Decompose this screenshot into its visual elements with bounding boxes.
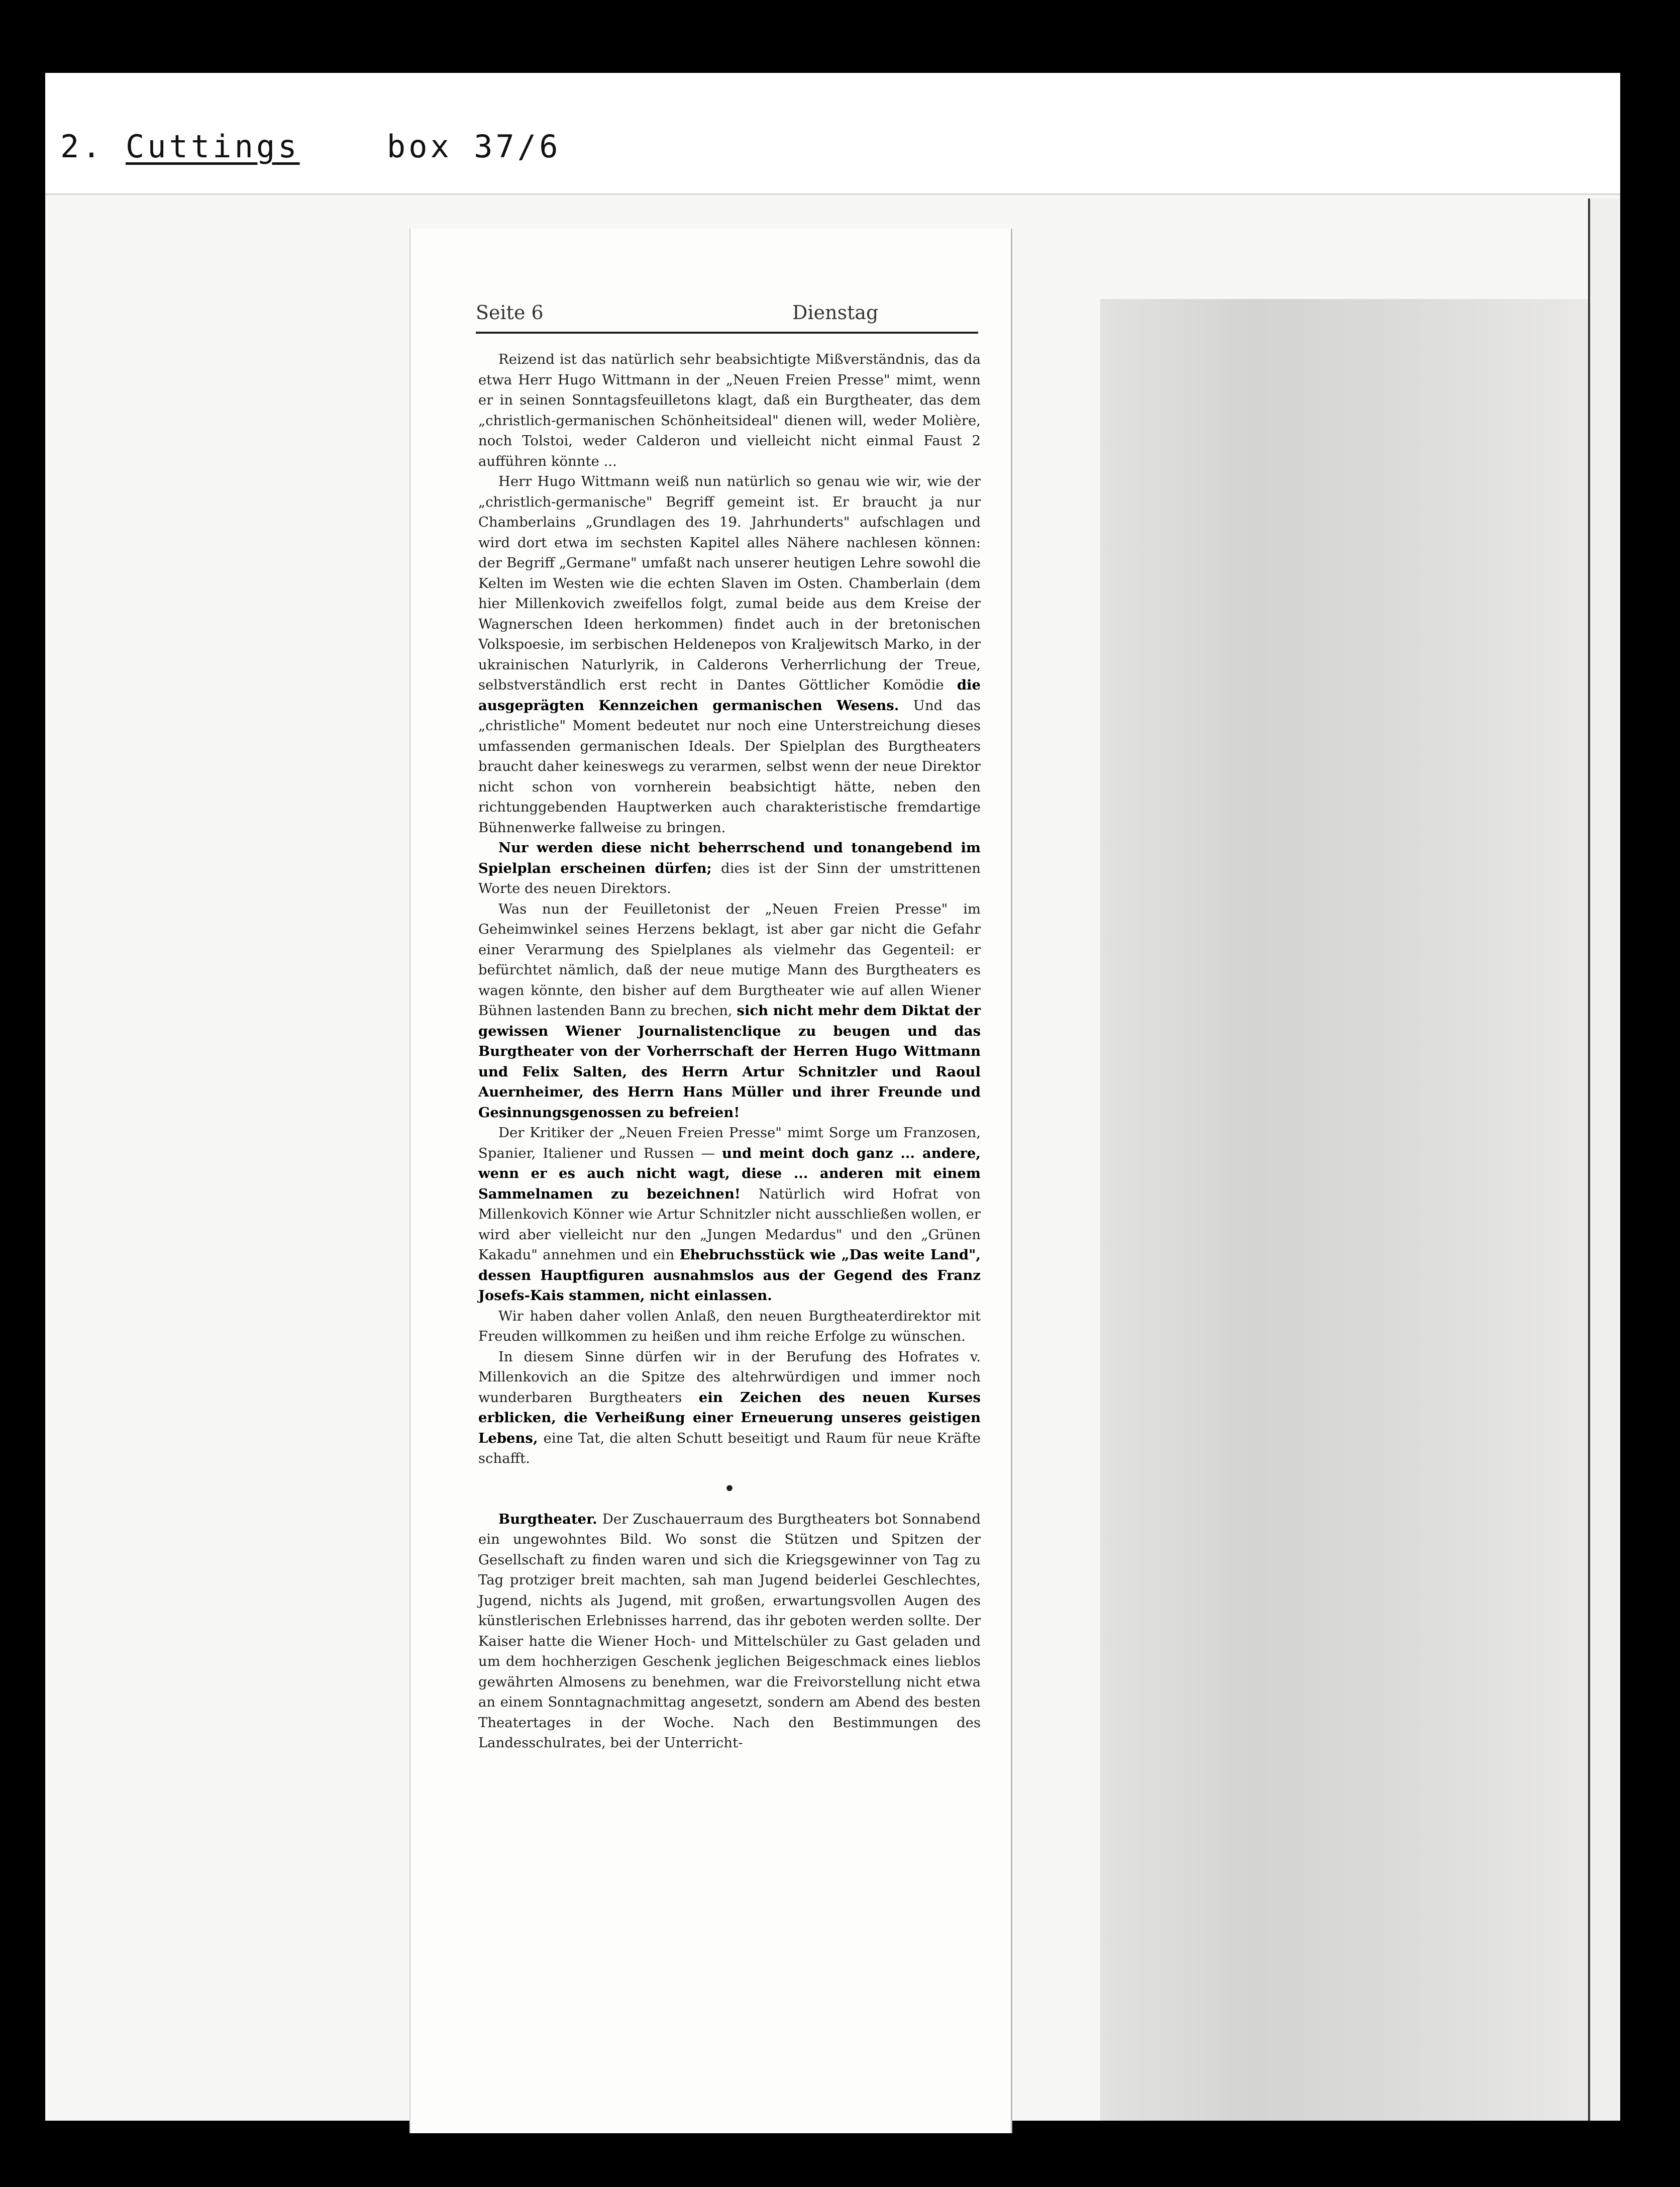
paragraph-text: Herr Hugo Wittmann weiß nun natürlich so genau wie wir, wie der „christlich-germanische" Begriff gemeint ist. Er braucht ja nur Chamberlains „Grundlagen des 19. Jahrhunderts" aufschlagen und wird dort etwa im sechsten Kapitel alles Nähere nachlesen können: der Begriff „Germane" umfaßt nach unserer heutigen Lehre sowohl die Kelten im Westen wie die echten Slaven im Osten. Chamberlain (dem hier Millenkovich zweifellos folgt, zumal beide aus dem Kreise der Wagnerschen Ideen herkommen) findet auch in der bretonischen Volkspoesie, im serbischen Heldenepos von Kraljewitsch Marko, in der ukrainischen Naturlyrik, in Calderons Verherrlichung der Treue, selbstverständlich erst recht in Dantes Göttlicher Komödie [478, 473, 981, 693]
section-title: Cuttings [125, 128, 300, 165]
article-paragraph [478, 899, 981, 1123]
emphasized-text: die ausgeprägten Kennzeichen germanischen Wesens. [478, 677, 981, 714]
paragraph-text: Der Zuschauerraum des Burgtheaters bot Sonnabend ein ungewohntes Bild. Wo sonst die Stützen und Spitzen der Gesellschaft zu finden waren und sich die Kriegsgewinner von Tag zu Tag protziger breit machten, sah man Jugend beiderlei Geschlechtes, Jugend, nichts als Jugend, mit großen, erwartungsvollen Augen des künstlerischen Erlebnisses harrend, das ihr geboten werden sollte. Der Kaiser hatte die Wiener Hoch- und Mittelschüler zu Gast geladen und um dem hochherzigen Geschenk jeglichen Beigeschmack eines lieblos gewährten Almosens zu benehmen, war die Freivorstellung nicht etwa an einem Sonntagnachmittag angesetzt, sondern am Abend des besten Theatertages in der Woche. Nach den Bestimmungen des Landesschulrates, bei der Unterricht- [478, 1511, 981, 1751]
section-number: 2. [60, 128, 104, 165]
paragraph-text: Der Kritiker der „Neuen Freien Presse" mimt Sorge um Franzosen, Spanier, Italiener und Russen — [478, 1125, 981, 1161]
paragraph-text: Wir haben daher vollen Anlaß, den neuen Burgtheaterdirektor mit Freuden willkommen zu heißen und ihm reiche Erfolge zu wünschen. [478, 1308, 981, 1344]
paragraph-text: Natürlich wird Hofrat von Millenkovich Könner wie Artur Schnitzler nicht ausschließen wollen, er wird aber vielleicht nur den „Jungen Medardus" und den „Grünen Kakadu" annehmen und ein [478, 1185, 981, 1263]
newspaper-clipping [409, 229, 1012, 2133]
paragraph-text: Und das „christliche" Moment bedeutet nur noch eine Unterstreichung dieses umfassenden germanischen Ideals. Der Spielplan des Burgtheaters braucht daher keineswegs zu verarmen, selbst wenn der neue Direktor nicht schon von vornherein beabsichtigt hätte, neben den richtunggebenden Hauptwerken auch charakteristische fremdartige Bühnenwerke fallweise zu bringen. [478, 697, 981, 836]
box-number: box 37/6 [386, 128, 561, 165]
section-separator: • [723, 1477, 736, 1501]
article-paragraph [478, 1469, 981, 1509]
article-paragraph [478, 1123, 981, 1306]
article-paragraph [478, 838, 981, 899]
article-paragraph [478, 471, 981, 838]
archive-header [45, 73, 1620, 195]
paragraph-text: In diesem Sinne dürfen wir in der Berufung des Hofrates v. Millenkovich an die Spitze des altehrwürdigen und immer noch wunderbaren Burgtheaters [478, 1348, 981, 1406]
paragraph-text: eine Tat, die alten Schutt beseitigt und Raum für neue Kräfte schafft. [478, 1430, 981, 1466]
emphasized-text: Nur werden diese nicht beherrschend und tonangebend im Spielplan erscheinen dürfen; [478, 840, 981, 876]
emphasized-text: Burgtheater. [498, 1511, 602, 1527]
archive-label [60, 128, 561, 165]
backing-board-shade [1100, 299, 1620, 2121]
day-label: Dienstag [792, 302, 879, 324]
paragraph-text: dies ist der Sinn der umstrittenen Worte des neuen Direktors. [478, 860, 981, 897]
backing-board-edge [1588, 198, 1620, 2121]
clipping-masthead [476, 302, 978, 334]
article-paragraph [478, 349, 981, 471]
article-paragraph [478, 1347, 981, 1469]
paragraph-text: Reizend ist das natürlich sehr beabsichtigte Mißverständnis, das da etwa Herr Hugo Wittmann in der „Neuen Freien Presse" mimt, wenn er in seinen Sonntagsfeuilletons klagt, daß ein Burgtheater, das dem „christlich-germanischen Schönheitsideal" dienen will, weder Molière, noch Tolstoi, weder Calderon und vielleicht nicht einmal Faust 2 aufführen könnte ... [478, 351, 981, 469]
emphasized-text: Ehebruchsstück wie „Das weite Land", dessen Hauptfiguren ausnahmslos aus der Gegend des Franz Josefs-Kais stammen, nicht einlassen. [478, 1247, 981, 1304]
page-label: Seite 6 [476, 302, 544, 324]
article-paragraph [478, 1509, 981, 1753]
article-paragraph [478, 1306, 981, 1347]
emphasized-text: und meint doch ganz ... andere, wenn er es auch nicht wagt, diese ... anderen mit einem Sammelnamen zu bezeichnen! [478, 1145, 981, 1202]
emphasized-text: ein Zeichen des neuen Kurses erblicken, die Verheißung einer Erneuerung unseres geistigen Lebens, [478, 1389, 981, 1446]
clipping-text [478, 349, 981, 1753]
paragraph-text: Was nun der Feuilletonist der „Neuen Freien Presse" im Geheimwinkel seines Herzens beklagt, ist aber gar nicht die Gefahr einer Verarmung des Spielplanes als vielmehr das Gegenteil: er befürchtet nämlich, daß der neue mutige Mann des Burgtheaters es wagen könnte, den bisher auf dem Burgtheater wie auf allen Wiener Bühnen lastenden Bann zu brechen, [478, 901, 981, 1019]
emphasized-text: sich nicht mehr dem Diktat der gewissen Wiener Journalistenclique zu beugen und das Burgtheater von der Vorherrschaft der Herren Hugo Wittmann und Felix Salten, des Herrn Artur Schnitzler und Raoul Auernheimer, des Herrn Hans Müller und ihrer Freunde und Gesinnungsgenossen zu befreien! [478, 1003, 981, 1121]
